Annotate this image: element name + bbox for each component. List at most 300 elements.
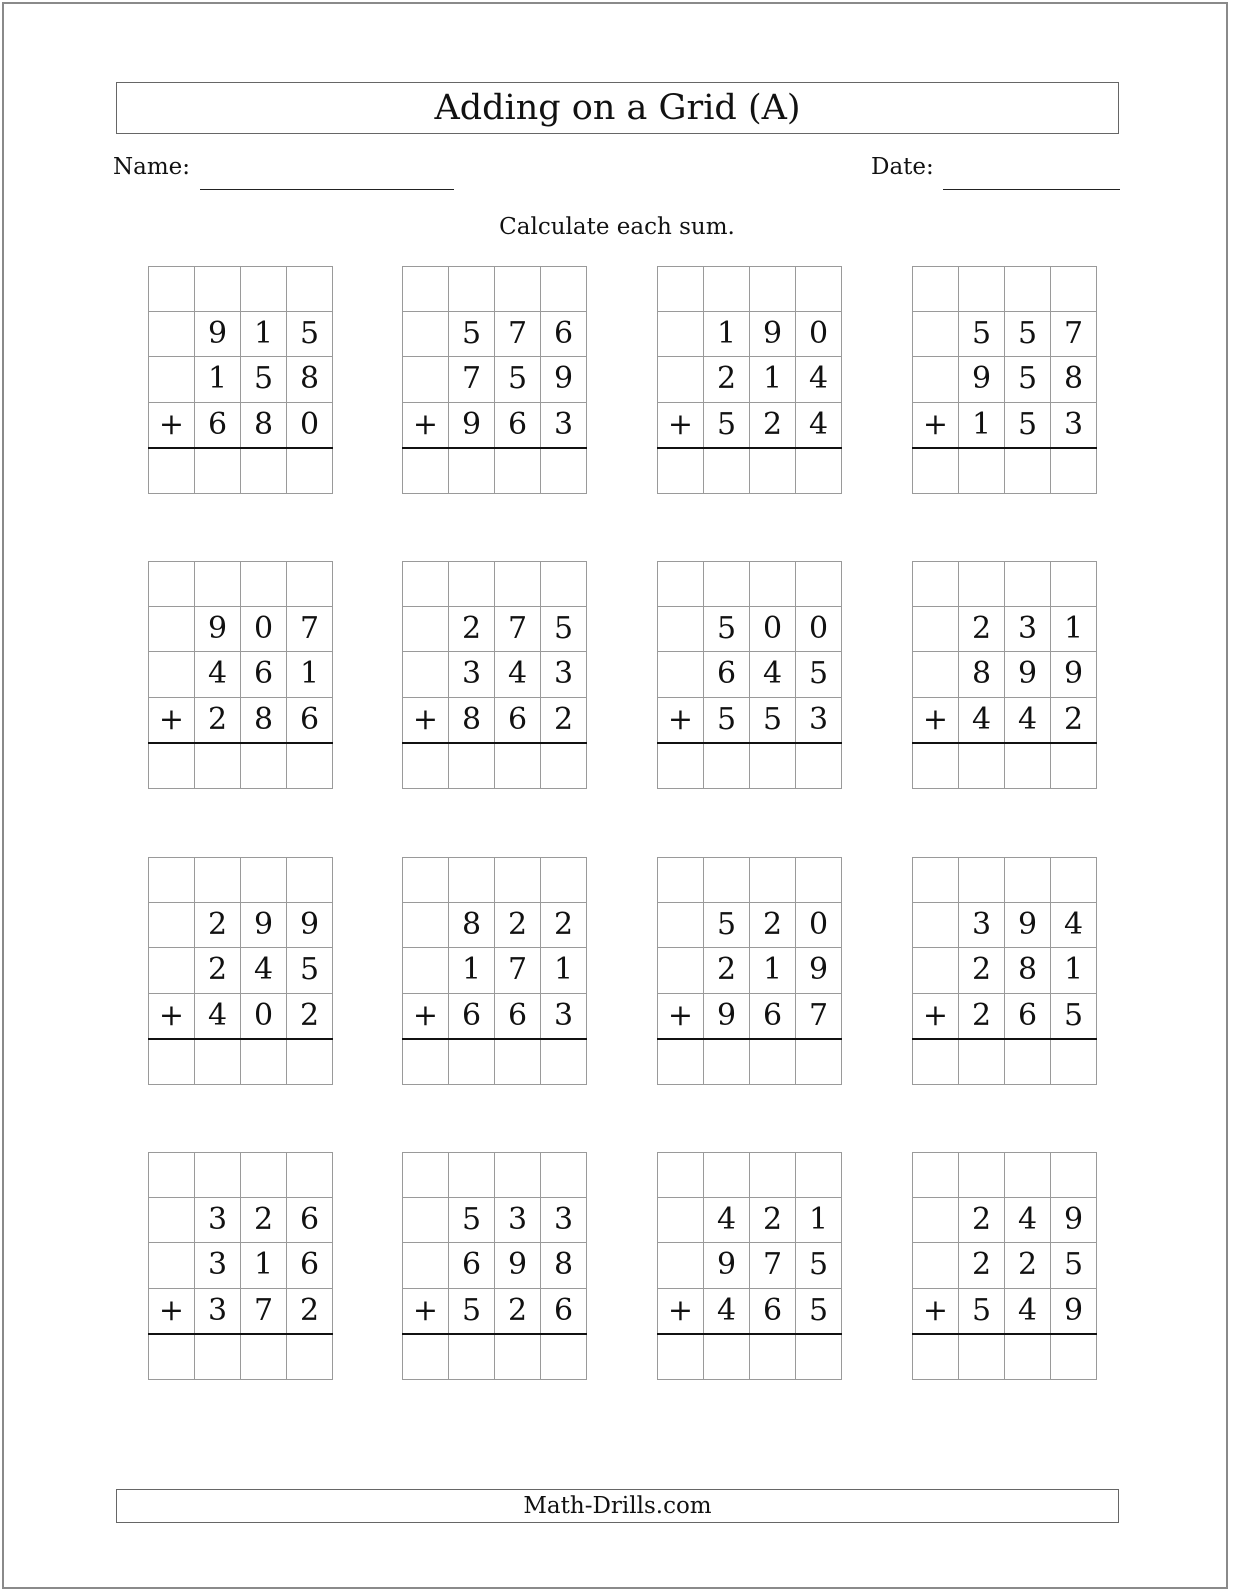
- digit-cell: 1: [195, 357, 241, 402]
- empty-cell: [403, 1198, 449, 1243]
- answer-cell[interactable]: [704, 1039, 750, 1085]
- answer-cell[interactable]: [149, 1039, 195, 1085]
- answer-row: [658, 743, 842, 789]
- carry-row: [403, 562, 587, 607]
- addend-row: [149, 652, 333, 697]
- carry-cell[interactable]: [287, 562, 333, 607]
- answer-cell[interactable]: [541, 1334, 587, 1380]
- carry-cell[interactable]: [449, 858, 495, 903]
- answer-cell[interactable]: [1005, 743, 1051, 789]
- answer-cell[interactable]: [541, 743, 587, 789]
- answer-cell[interactable]: [658, 743, 704, 789]
- answer-row: [149, 743, 333, 789]
- digit-cell: 3: [959, 903, 1005, 948]
- digit-cell: 8: [241, 697, 287, 743]
- digit-cell: 9: [195, 607, 241, 652]
- answer-cell[interactable]: [1005, 448, 1051, 494]
- digit-cell: 9: [241, 903, 287, 948]
- answer-cell[interactable]: [913, 743, 959, 789]
- addend-row: [403, 607, 587, 652]
- addend-row: [149, 402, 333, 448]
- plus-sign: +: [403, 1288, 449, 1334]
- addition-problem: [402, 561, 584, 789]
- carry-cell[interactable]: [959, 562, 1005, 607]
- addend-row: [658, 312, 842, 357]
- plus-sign: +: [149, 993, 195, 1039]
- addend-row: [913, 948, 1097, 993]
- plus-sign: +: [403, 697, 449, 743]
- digit-cell: 2: [750, 402, 796, 448]
- digit-cell: 6: [287, 1198, 333, 1243]
- carry-cell[interactable]: [750, 267, 796, 312]
- plus-sign: +: [403, 993, 449, 1039]
- carry-cell[interactable]: [149, 267, 195, 312]
- digit-cell: 6: [704, 652, 750, 697]
- addend-row: [403, 1288, 587, 1334]
- answer-cell[interactable]: [403, 1334, 449, 1380]
- digit-cell: 1: [796, 1198, 842, 1243]
- answer-cell[interactable]: [658, 448, 704, 494]
- answer-row: [403, 743, 587, 789]
- answer-cell[interactable]: [287, 448, 333, 494]
- problem-grid-table: [402, 857, 587, 1085]
- empty-cell: [149, 652, 195, 697]
- answer-cell[interactable]: [241, 448, 287, 494]
- carry-cell[interactable]: [913, 1153, 959, 1198]
- carry-cell[interactable]: [658, 858, 704, 903]
- digit-cell: 2: [541, 903, 587, 948]
- carry-row: [913, 1153, 1097, 1198]
- answer-cell[interactable]: [959, 743, 1005, 789]
- plus-sign: +: [149, 402, 195, 448]
- digit-cell: 5: [796, 652, 842, 697]
- answer-cell[interactable]: [403, 1039, 449, 1085]
- answer-cell[interactable]: [750, 448, 796, 494]
- addend-row: [913, 607, 1097, 652]
- addend-row: [149, 993, 333, 1039]
- answer-cell[interactable]: [403, 448, 449, 494]
- addition-problem: [148, 857, 330, 1085]
- plus-sign: +: [658, 993, 704, 1039]
- addend-row: [658, 1243, 842, 1288]
- problem-grid-table: [148, 561, 333, 789]
- carry-cell[interactable]: [287, 1153, 333, 1198]
- answer-cell[interactable]: [796, 743, 842, 789]
- answer-row: [913, 743, 1097, 789]
- digit-cell: 8: [1051, 357, 1097, 402]
- answer-cell[interactable]: [195, 743, 241, 789]
- digit-cell: 6: [495, 697, 541, 743]
- digit-cell: 0: [287, 402, 333, 448]
- empty-cell: [913, 903, 959, 948]
- digit-cell: 5: [1051, 1243, 1097, 1288]
- addend-row: [149, 697, 333, 743]
- date-label: Date:: [871, 154, 934, 180]
- digit-cell: 6: [287, 697, 333, 743]
- answer-cell[interactable]: [959, 448, 1005, 494]
- answer-row: [913, 448, 1097, 494]
- empty-cell: [913, 312, 959, 357]
- digit-cell: 6: [750, 993, 796, 1039]
- answer-cell[interactable]: [704, 743, 750, 789]
- addend-row: [913, 402, 1097, 448]
- carry-cell[interactable]: [1005, 858, 1051, 903]
- digit-cell: 6: [195, 402, 241, 448]
- answer-cell[interactable]: [658, 1039, 704, 1085]
- addition-problem: [912, 561, 1094, 789]
- problem-grid-table: [657, 561, 842, 789]
- carry-cell[interactable]: [658, 562, 704, 607]
- digit-cell: 7: [495, 607, 541, 652]
- carry-cell[interactable]: [495, 267, 541, 312]
- addition-problem: [657, 1152, 839, 1380]
- digit-cell: 4: [1051, 903, 1097, 948]
- addition-problem: [912, 1152, 1094, 1380]
- carry-row: [658, 858, 842, 903]
- answer-cell[interactable]: [796, 448, 842, 494]
- answer-cell[interactable]: [1051, 1334, 1097, 1380]
- carry-cell[interactable]: [1051, 562, 1097, 607]
- empty-cell: [658, 652, 704, 697]
- carry-cell[interactable]: [287, 858, 333, 903]
- answer-cell[interactable]: [913, 1039, 959, 1085]
- carry-cell[interactable]: [1051, 1153, 1097, 1198]
- digit-cell: 5: [449, 312, 495, 357]
- digit-cell: 3: [195, 1288, 241, 1334]
- carry-cell[interactable]: [796, 562, 842, 607]
- carry-cell[interactable]: [704, 562, 750, 607]
- digit-cell: 0: [796, 607, 842, 652]
- digit-cell: 3: [796, 697, 842, 743]
- addend-row: [658, 607, 842, 652]
- carry-cell[interactable]: [403, 1153, 449, 1198]
- empty-cell: [149, 1243, 195, 1288]
- carry-cell[interactable]: [403, 562, 449, 607]
- answer-cell[interactable]: [287, 1039, 333, 1085]
- addend-row: [149, 1288, 333, 1334]
- answer-cell[interactable]: [195, 448, 241, 494]
- answer-cell[interactable]: [959, 1039, 1005, 1085]
- carry-cell[interactable]: [149, 562, 195, 607]
- addend-row: [403, 402, 587, 448]
- answer-cell[interactable]: [913, 1334, 959, 1380]
- digit-cell: 8: [959, 652, 1005, 697]
- answer-row: [403, 448, 587, 494]
- carry-row: [403, 1153, 587, 1198]
- digit-cell: 5: [287, 312, 333, 357]
- answer-cell[interactable]: [1051, 448, 1097, 494]
- answer-cell[interactable]: [241, 1039, 287, 1085]
- carry-cell[interactable]: [959, 267, 1005, 312]
- answer-cell[interactable]: [149, 448, 195, 494]
- empty-cell: [403, 312, 449, 357]
- carry-cell[interactable]: [541, 267, 587, 312]
- digit-cell: 3: [495, 1198, 541, 1243]
- answer-row: [403, 1039, 587, 1085]
- carry-cell[interactable]: [796, 1153, 842, 1198]
- answer-row: [913, 1039, 1097, 1085]
- digit-cell: 8: [449, 903, 495, 948]
- answer-cell[interactable]: [287, 1334, 333, 1380]
- digit-cell: 6: [287, 1243, 333, 1288]
- carry-row: [403, 858, 587, 903]
- carry-cell[interactable]: [241, 562, 287, 607]
- answer-cell[interactable]: [495, 743, 541, 789]
- plus-sign: +: [658, 402, 704, 448]
- digit-cell: 4: [1005, 1198, 1051, 1243]
- answer-cell[interactable]: [658, 1334, 704, 1380]
- empty-cell: [913, 948, 959, 993]
- answer-cell[interactable]: [541, 1039, 587, 1085]
- carry-cell[interactable]: [1005, 562, 1051, 607]
- carry-cell[interactable]: [241, 858, 287, 903]
- carry-cell[interactable]: [1005, 267, 1051, 312]
- digit-cell: 9: [704, 1243, 750, 1288]
- carry-cell[interactable]: [195, 858, 241, 903]
- plus-sign: +: [913, 993, 959, 1039]
- digit-cell: 2: [541, 697, 587, 743]
- empty-cell: [658, 607, 704, 652]
- answer-cell[interactable]: [704, 1334, 750, 1380]
- carry-cell[interactable]: [913, 858, 959, 903]
- carry-cell[interactable]: [1005, 1153, 1051, 1198]
- answer-cell[interactable]: [195, 1039, 241, 1085]
- empty-cell: [403, 903, 449, 948]
- carry-cell[interactable]: [495, 1153, 541, 1198]
- carry-cell[interactable]: [658, 1153, 704, 1198]
- carry-cell[interactable]: [750, 562, 796, 607]
- carry-cell[interactable]: [149, 858, 195, 903]
- digit-cell: 0: [750, 607, 796, 652]
- digit-cell: 6: [750, 1288, 796, 1334]
- carry-cell[interactable]: [658, 267, 704, 312]
- answer-cell[interactable]: [495, 1334, 541, 1380]
- addend-row: [403, 312, 587, 357]
- empty-cell: [913, 607, 959, 652]
- addend-row: [913, 652, 1097, 697]
- addend-row: [913, 697, 1097, 743]
- digit-cell: 5: [1051, 993, 1097, 1039]
- carry-cell[interactable]: [541, 562, 587, 607]
- addend-row: [403, 948, 587, 993]
- answer-cell[interactable]: [195, 1334, 241, 1380]
- carry-cell[interactable]: [913, 267, 959, 312]
- digit-cell: 5: [796, 1288, 842, 1334]
- carry-row: [658, 562, 842, 607]
- carry-cell[interactable]: [195, 562, 241, 607]
- carry-row: [149, 562, 333, 607]
- carry-cell[interactable]: [1051, 858, 1097, 903]
- digit-cell: 5: [704, 402, 750, 448]
- addition-problem: [402, 1152, 584, 1380]
- digit-cell: 0: [241, 607, 287, 652]
- digit-cell: 7: [449, 357, 495, 402]
- digit-cell: 2: [287, 1288, 333, 1334]
- digit-cell: 2: [959, 1243, 1005, 1288]
- digit-cell: 2: [495, 903, 541, 948]
- digit-cell: 3: [541, 402, 587, 448]
- empty-cell: [658, 1243, 704, 1288]
- digit-cell: 4: [704, 1288, 750, 1334]
- carry-cell[interactable]: [796, 267, 842, 312]
- carry-cell[interactable]: [541, 858, 587, 903]
- digit-cell: 8: [241, 402, 287, 448]
- carry-cell[interactable]: [959, 858, 1005, 903]
- answer-cell[interactable]: [796, 1334, 842, 1380]
- digit-cell: 4: [195, 993, 241, 1039]
- problem-grid-table: [657, 1152, 842, 1380]
- answer-cell[interactable]: [796, 1039, 842, 1085]
- carry-row: [913, 562, 1097, 607]
- carry-cell[interactable]: [449, 267, 495, 312]
- digit-cell: 4: [750, 652, 796, 697]
- digit-cell: 5: [704, 903, 750, 948]
- answer-cell[interactable]: [287, 743, 333, 789]
- digit-cell: 4: [959, 697, 1005, 743]
- digit-cell: 2: [959, 607, 1005, 652]
- digit-cell: 7: [495, 312, 541, 357]
- carry-cell[interactable]: [449, 562, 495, 607]
- digit-cell: 2: [1005, 1243, 1051, 1288]
- digit-cell: 9: [796, 948, 842, 993]
- digit-cell: 5: [796, 1243, 842, 1288]
- carry-cell[interactable]: [495, 858, 541, 903]
- carry-cell[interactable]: [195, 1153, 241, 1198]
- digit-cell: 2: [704, 948, 750, 993]
- empty-cell: [403, 652, 449, 697]
- answer-cell[interactable]: [750, 743, 796, 789]
- carry-row: [913, 267, 1097, 312]
- answer-cell[interactable]: [913, 448, 959, 494]
- carry-cell[interactable]: [959, 1153, 1005, 1198]
- digit-cell: 9: [495, 1243, 541, 1288]
- problem-grid-table: [912, 266, 1097, 494]
- answer-cell[interactable]: [1005, 1334, 1051, 1380]
- answer-cell[interactable]: [403, 743, 449, 789]
- carry-cell[interactable]: [704, 1153, 750, 1198]
- digit-cell: 1: [241, 1243, 287, 1288]
- carry-cell[interactable]: [403, 267, 449, 312]
- digit-cell: 3: [1051, 402, 1097, 448]
- answer-cell[interactable]: [495, 448, 541, 494]
- answer-cell[interactable]: [959, 1334, 1005, 1380]
- answer-cell[interactable]: [449, 1039, 495, 1085]
- digit-cell: 5: [704, 697, 750, 743]
- digit-cell: 7: [796, 993, 842, 1039]
- digit-cell: 9: [1051, 652, 1097, 697]
- problem-grid-table: [148, 266, 333, 494]
- answer-cell[interactable]: [149, 743, 195, 789]
- plus-sign: +: [658, 697, 704, 743]
- answer-cell[interactable]: [449, 743, 495, 789]
- digit-cell: 5: [495, 357, 541, 402]
- digit-cell: 1: [1051, 607, 1097, 652]
- addend-row: [658, 993, 842, 1039]
- answer-cell[interactable]: [750, 1039, 796, 1085]
- digit-cell: 9: [449, 402, 495, 448]
- digit-cell: 3: [449, 652, 495, 697]
- answer-cell[interactable]: [241, 743, 287, 789]
- carry-cell[interactable]: [495, 562, 541, 607]
- addend-row: [658, 357, 842, 402]
- carry-cell[interactable]: [913, 562, 959, 607]
- answer-cell[interactable]: [704, 448, 750, 494]
- digit-cell: 5: [959, 1288, 1005, 1334]
- answer-cell[interactable]: [449, 448, 495, 494]
- answer-cell[interactable]: [1051, 743, 1097, 789]
- footer-site-label: Math-Drills.com: [116, 1489, 1119, 1523]
- carry-row: [658, 267, 842, 312]
- addition-problem: [912, 857, 1094, 1085]
- problem-grid-table: [402, 561, 587, 789]
- carry-cell[interactable]: [449, 1153, 495, 1198]
- carry-cell[interactable]: [241, 267, 287, 312]
- carry-cell[interactable]: [149, 1153, 195, 1198]
- answer-cell[interactable]: [449, 1334, 495, 1380]
- digit-cell: 2: [241, 1198, 287, 1243]
- instructions: Calculate each sum.: [499, 214, 735, 240]
- carry-cell[interactable]: [287, 267, 333, 312]
- answer-cell[interactable]: [149, 1334, 195, 1380]
- carry-cell[interactable]: [704, 858, 750, 903]
- answer-cell[interactable]: [541, 448, 587, 494]
- addend-row: [149, 607, 333, 652]
- answer-cell[interactable]: [241, 1334, 287, 1380]
- carry-row: [658, 1153, 842, 1198]
- carry-cell[interactable]: [541, 1153, 587, 1198]
- carry-cell[interactable]: [796, 858, 842, 903]
- answer-cell[interactable]: [1051, 1039, 1097, 1085]
- carry-cell[interactable]: [750, 1153, 796, 1198]
- carry-cell[interactable]: [403, 858, 449, 903]
- carry-cell[interactable]: [241, 1153, 287, 1198]
- answer-row: [658, 1334, 842, 1380]
- plus-sign: +: [658, 1288, 704, 1334]
- digit-cell: 5: [241, 357, 287, 402]
- digit-cell: 2: [1051, 697, 1097, 743]
- addend-row: [913, 1243, 1097, 1288]
- answer-row: [658, 1039, 842, 1085]
- carry-cell[interactable]: [195, 267, 241, 312]
- digit-cell: 5: [704, 607, 750, 652]
- empty-cell: [913, 357, 959, 402]
- digit-cell: 3: [195, 1198, 241, 1243]
- carry-cell[interactable]: [750, 858, 796, 903]
- carry-cell[interactable]: [1051, 267, 1097, 312]
- answer-cell[interactable]: [495, 1039, 541, 1085]
- answer-cell[interactable]: [1005, 1039, 1051, 1085]
- digit-cell: 6: [541, 312, 587, 357]
- name-field[interactable]: [200, 189, 454, 190]
- digit-cell: 4: [796, 402, 842, 448]
- empty-cell: [149, 357, 195, 402]
- carry-cell[interactable]: [704, 267, 750, 312]
- addition-problem: [148, 266, 330, 494]
- plus-sign: +: [149, 697, 195, 743]
- date-field[interactable]: [943, 189, 1120, 190]
- addend-row: [658, 1288, 842, 1334]
- answer-row: [658, 448, 842, 494]
- digit-cell: 2: [959, 948, 1005, 993]
- empty-cell: [403, 607, 449, 652]
- digit-cell: 9: [195, 312, 241, 357]
- addend-row: [913, 993, 1097, 1039]
- digit-cell: 2: [704, 357, 750, 402]
- answer-cell[interactable]: [750, 1334, 796, 1380]
- plus-sign: +: [403, 402, 449, 448]
- addend-row: [149, 1198, 333, 1243]
- addend-row: [149, 312, 333, 357]
